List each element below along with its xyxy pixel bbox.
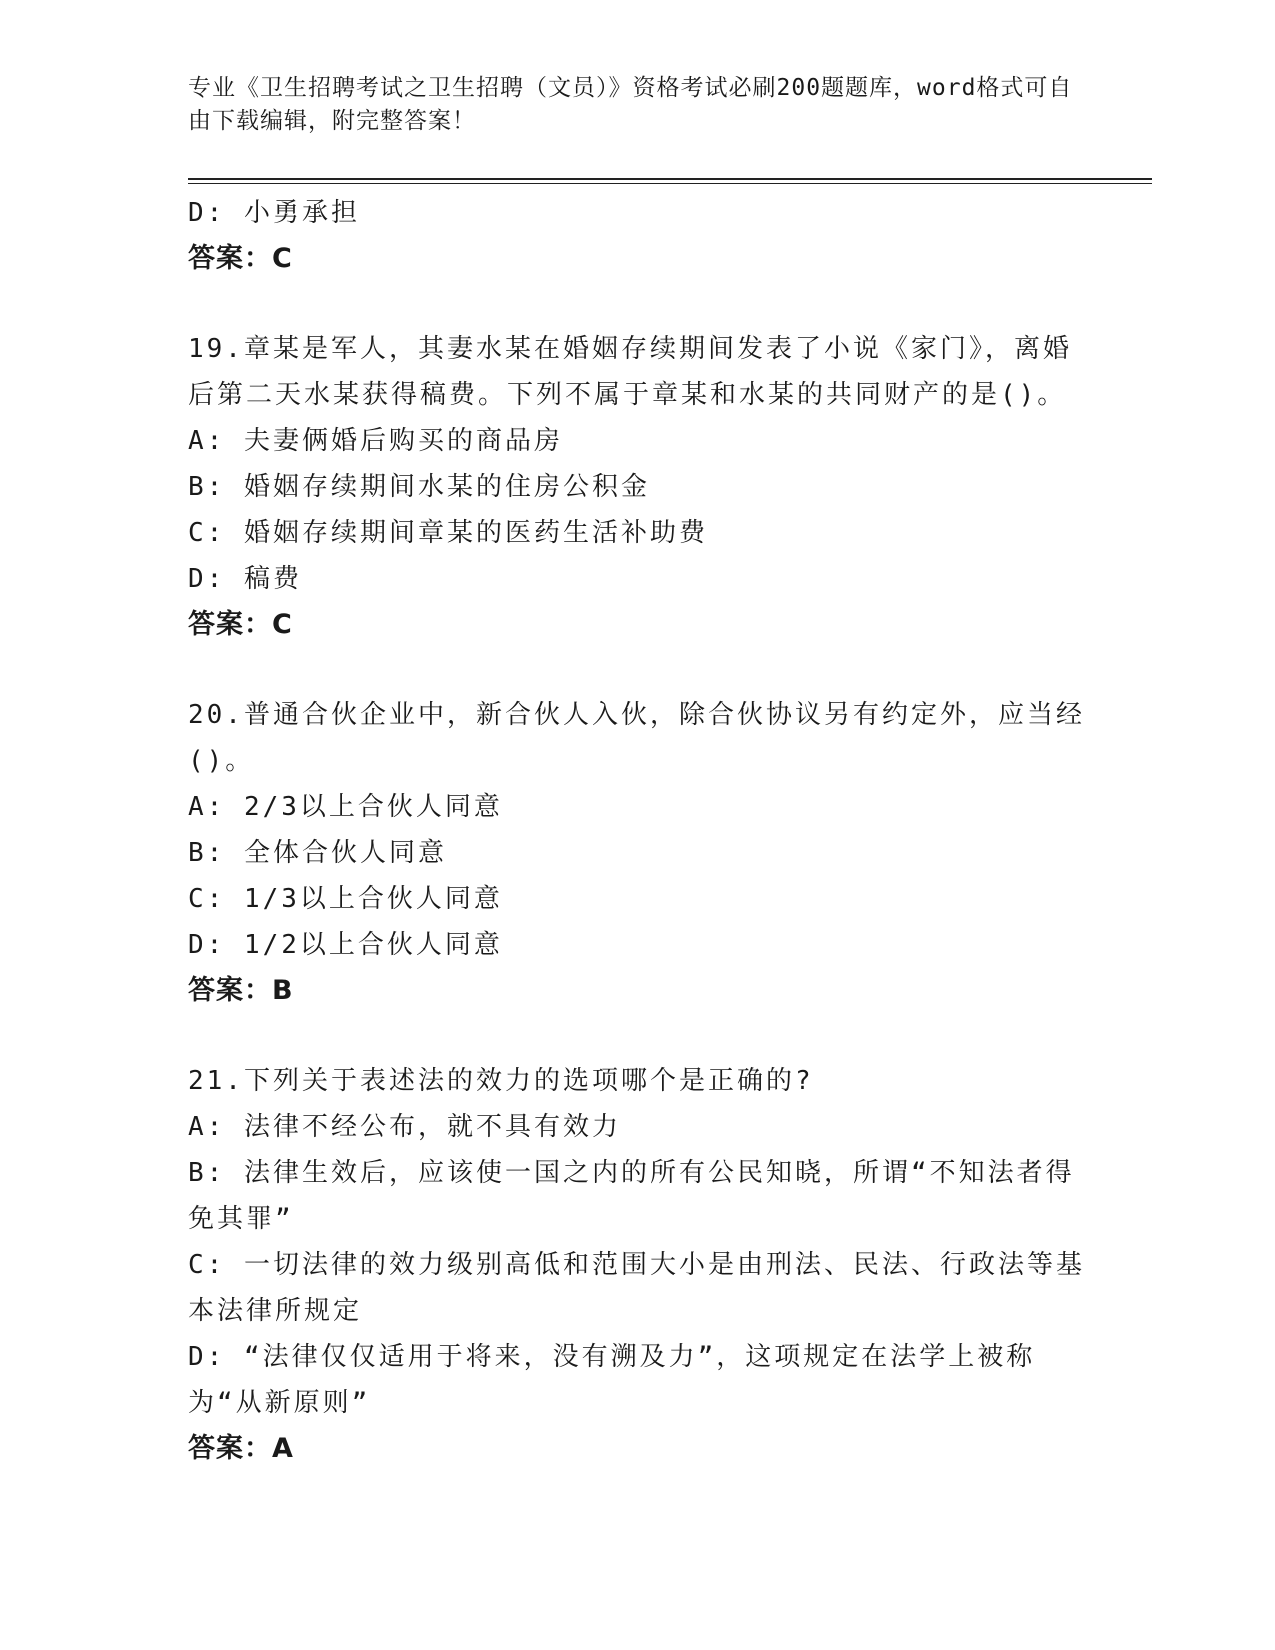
option-a: A: 夫妻俩婚后购买的商品房: [188, 426, 563, 456]
option-b: B: 婚姻存续期间水某的住房公积金: [188, 472, 650, 502]
answer: 答案：A: [188, 1433, 294, 1464]
option-b: B: 全体合伙人同意: [188, 838, 447, 868]
question-20: [188, 692, 1088, 1014]
prev-answer: 答案：C: [188, 243, 293, 274]
question-stem: 19.章某是军人，其妻水某在婚姻存续期间发表了小说《家门》，离婚后第二天水某获得稿费。下列不属于章某和水某的共同财产的是()。: [188, 334, 1072, 410]
answer: 答案：C: [188, 609, 293, 640]
header-rule-thin: [188, 183, 1152, 184]
spacer: [188, 1014, 1088, 1058]
header-text: 专业《卫生招聘考试之卫生招聘（文员）》资格考试必刷200题题库，word格式可自由下载编辑，附完整答案！: [188, 75, 1073, 134]
option-d: D: 1/2以上合伙人同意: [188, 930, 503, 960]
option-c: C: 婚姻存续期间章某的医药生活补助费: [188, 518, 708, 548]
question-19: [188, 326, 1088, 648]
option-a: A: 2/3以上合伙人同意: [188, 792, 503, 822]
document-body: [188, 190, 1088, 1472]
option-c: C: 一切法律的效力级别高低和范围大小是由刑法、民法、行政法等基本法律所规定: [188, 1250, 1085, 1326]
spacer: [188, 648, 1088, 692]
document-header: [188, 72, 1088, 138]
answer: 答案：B: [188, 975, 294, 1006]
spacer: [188, 282, 1088, 326]
prev-option-d: D: 小勇承担: [188, 198, 360, 228]
option-b: B: 法律生效后，应该使一国之内的所有公民知晓，所谓“不知法者得免其罪”: [188, 1158, 1075, 1234]
question-stem: 20.普通合伙企业中，新合伙人入伙，除合伙协议另有约定外，应当经()。: [188, 700, 1085, 776]
option-d: D: “法律仅仅适用于将来，没有溯及力”，这项规定在法学上被称为“从新原则”: [188, 1342, 1036, 1418]
option-c: C: 1/3以上合伙人同意: [188, 884, 503, 914]
question-stem: 21.下列关于表述法的效力的选项哪个是正确的?: [188, 1066, 814, 1096]
option-a: A: 法律不经公布，就不具有效力: [188, 1112, 621, 1142]
option-d: D: 稿费: [188, 564, 302, 594]
header-rule-thick: [188, 178, 1152, 180]
question-21: [188, 1058, 1088, 1472]
